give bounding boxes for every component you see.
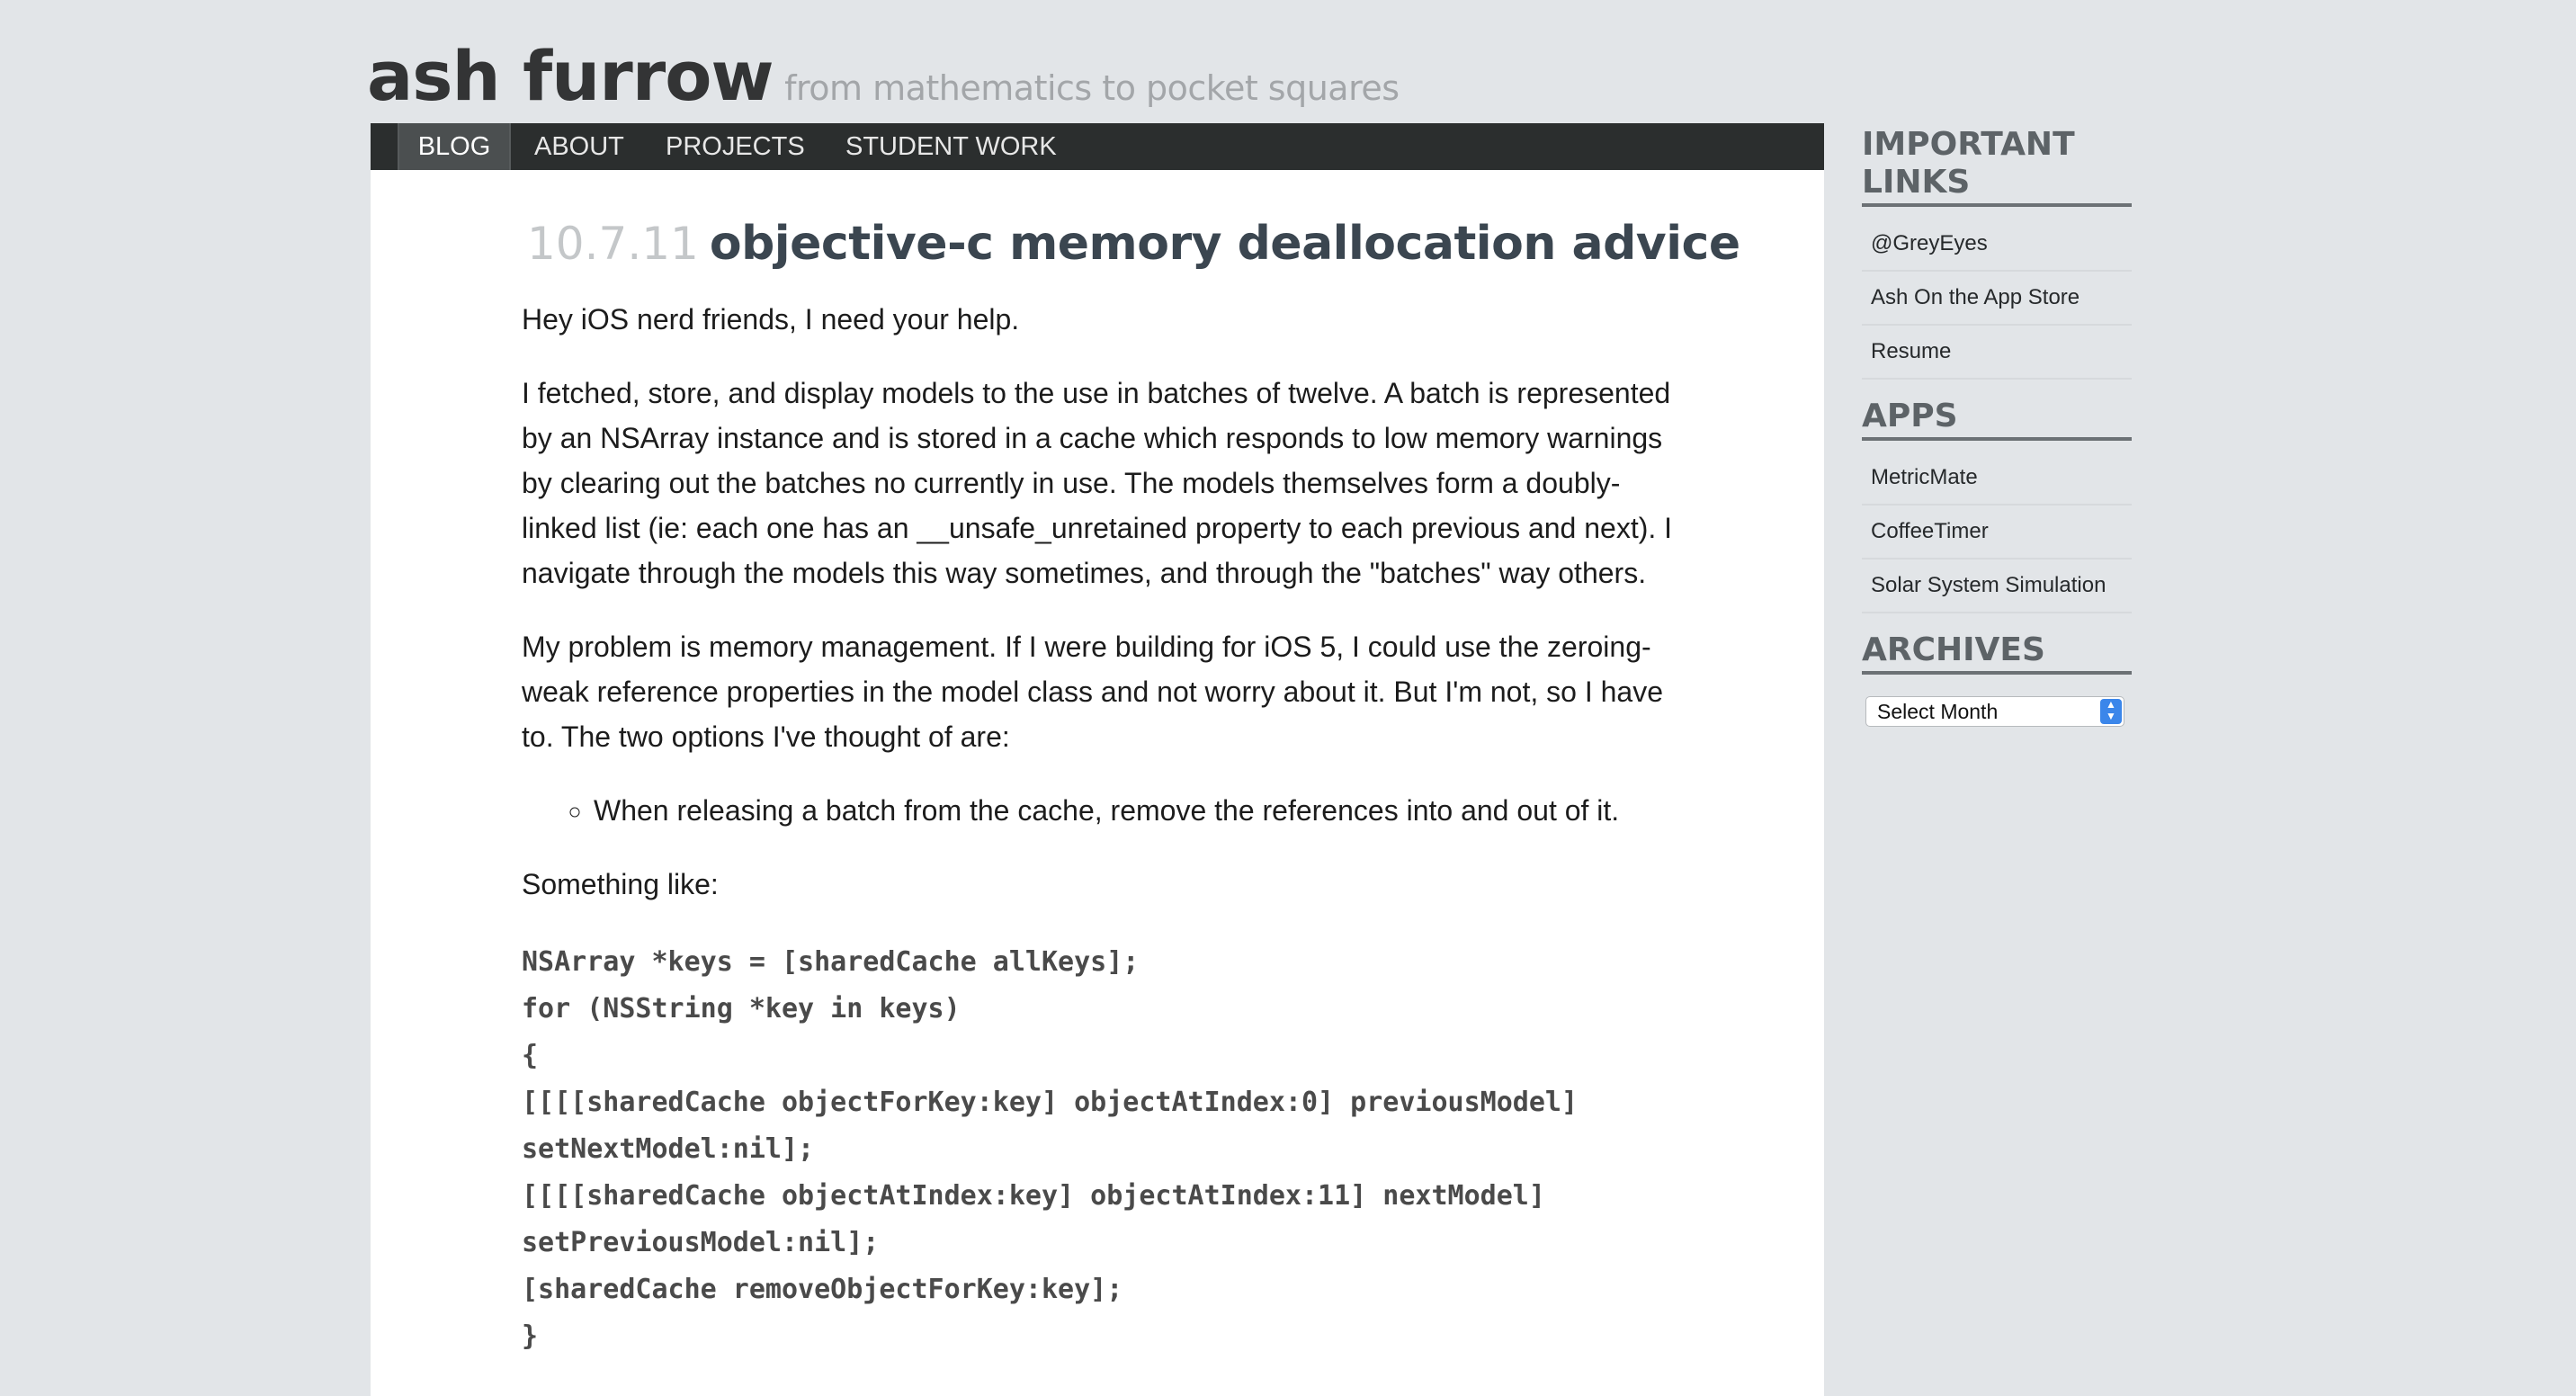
code-line: NSArray *keys = [sharedCache allKeys]; (522, 946, 1140, 978)
sidebar (1862, 126, 2132, 727)
nav-item-projects[interactable]: PROJECTS (666, 132, 805, 161)
post-paragraph: My problem is memory management. If I were building for iOS 5, I could use the zeroing-weak reference properties in the model class and not worry about it. But I'm not, so I have to. The two options I've thought of are: (522, 631, 1663, 753)
list-item: ◦ When releasing a batch from the cache, remove the references into and out of it. (594, 788, 1682, 833)
apps-list (1862, 452, 2132, 613)
link-metricmate[interactable]: MetricMate (1862, 452, 2132, 506)
code-block (522, 939, 1578, 1360)
archive-month-select[interactable] (1865, 696, 2124, 727)
important-links-list (1862, 218, 2132, 380)
important-links-title: IMPORTANT LINKS (1862, 126, 2132, 207)
link-solar-system-simulation[interactable]: Solar System Simulation (1862, 559, 2132, 613)
code-line: setNextModel:nil]; (522, 1133, 815, 1165)
post-title[interactable]: objective-c memory deallocation advice (709, 217, 1740, 271)
code-line: { (522, 1040, 539, 1071)
select-arrows-icon: ▲ ▼ (2100, 699, 2122, 724)
main-nav (371, 123, 1824, 170)
link-greyeyes[interactable]: @GreyEyes (1862, 218, 2132, 272)
site-header (367, 36, 1400, 117)
nav-item-student-work[interactable]: STUDENT WORK (845, 132, 1057, 161)
code-line: for (NSString *key in keys) (522, 993, 961, 1025)
post-list (522, 788, 1682, 833)
nav-item-about[interactable]: ABOUT (534, 132, 624, 161)
post-body (522, 297, 1682, 935)
post-date: 10.7.11 (527, 218, 699, 270)
code-line: setPreviousModel:nil]; (522, 1227, 880, 1258)
nav-item-blog[interactable]: BLOG (398, 123, 511, 170)
code-line: [[[[sharedCache objectForKey:key] objectAtIndex:0] previousModel] (522, 1087, 1578, 1118)
post-paragraph: Hey iOS nerd friends, I need your help. (522, 303, 1020, 336)
post-heading (527, 210, 1740, 278)
archives-title: ARCHIVES (1862, 631, 2132, 675)
code-line: [sharedCache removeObjectForKey:key]; (522, 1274, 1123, 1305)
archive-select-value: Select Month (1877, 700, 1999, 723)
post-paragraph: I fetched, store, and display models to the use in batches of twelve. A batch is represented by an NSArray instance and is stored in a cache which responds to low memory warnings by clearing out the batches no currently in use. The models themselves form a doubly-linked list (ie: each one has an __unsafe_unretained property to each previous and next). I navigate through the models this way sometimes, and through the "batches" way others. (522, 377, 1673, 589)
link-app-store[interactable]: Ash On the App Store (1862, 272, 2132, 326)
link-coffeetimer[interactable]: CoffeeTimer (1862, 506, 2132, 559)
site-tagline: from mathematics to pocket squares (784, 68, 1400, 108)
code-line: [[[[sharedCache objectAtIndex:key] objectAtIndex:11] nextModel] (522, 1180, 1545, 1212)
apps-title: APPS (1862, 398, 2132, 441)
site-title[interactable]: ash furrow (367, 36, 774, 116)
code-line: } (522, 1320, 539, 1352)
link-resume[interactable]: Resume (1862, 326, 2132, 380)
post-paragraph: Something like: (522, 868, 719, 900)
